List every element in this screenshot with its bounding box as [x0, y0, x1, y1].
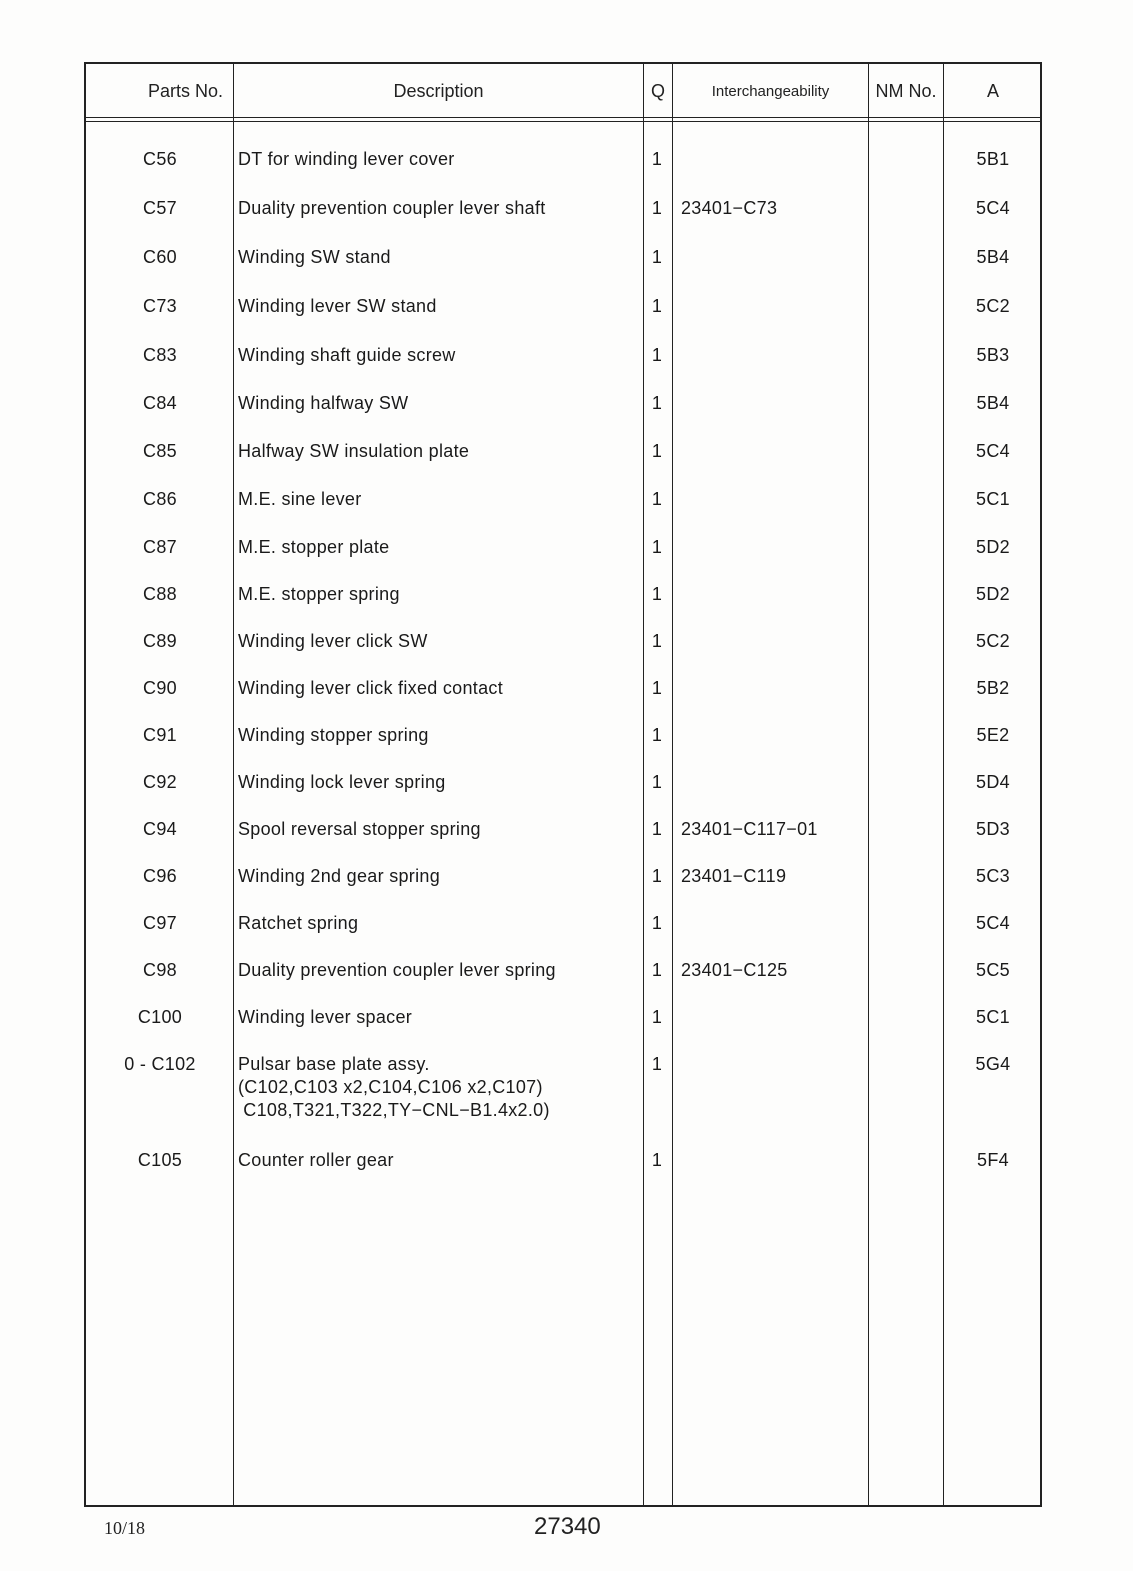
cell-interchangeability: 23401−C73	[681, 198, 778, 218]
cell-a: 5C1	[976, 489, 1010, 509]
cell-description	[238, 1053, 638, 1122]
cell-q: 1	[651, 393, 663, 413]
cell-a: 5D2	[976, 537, 1010, 557]
cell-a: 5C3	[976, 866, 1010, 886]
description-line: DT for winding lever cover	[238, 149, 455, 169]
cell-description	[238, 724, 638, 747]
cell-description	[238, 865, 638, 888]
cell-description	[238, 959, 638, 982]
description-line: Winding SW stand	[238, 247, 391, 267]
description-line: Counter roller gear	[238, 1150, 394, 1170]
description-line: M.E. stopper plate	[238, 537, 390, 557]
cell-interchangeability: 23401−C119	[681, 866, 787, 886]
description-line: Winding shaft guide screw	[238, 345, 456, 365]
cell-a: 5C4	[976, 441, 1010, 461]
cell-parts-no: C60	[143, 247, 177, 267]
cell-description	[238, 488, 638, 511]
cell-description	[238, 536, 638, 559]
description-line: Duality prevention coupler lever spring	[238, 960, 556, 980]
cell-parts-no: C87	[143, 537, 177, 557]
cell-description	[238, 583, 638, 606]
description-line: Winding 2nd gear spring	[238, 866, 441, 886]
header-interchangeability: Interchangeability	[711, 82, 830, 100]
column-divider	[868, 64, 869, 1505]
cell-interchangeability: 23401−C117−01	[681, 819, 818, 839]
cell-parts-no: C105	[137, 1150, 183, 1170]
cell-description	[238, 1006, 638, 1029]
cell-parts-no: C57	[143, 198, 177, 218]
cell-description	[238, 818, 638, 841]
cell-parts-no: C84	[143, 393, 177, 413]
column-divider	[672, 64, 673, 1505]
cell-parts-no: C83	[143, 345, 177, 365]
cell-a: 5C2	[976, 296, 1010, 316]
cell-parts-no: C92	[143, 772, 177, 792]
cell-parts-no: C97	[143, 913, 177, 933]
cell-a: 5D3	[976, 819, 1010, 839]
cell-q: 1	[651, 198, 663, 218]
description-line: Winding lever spacer	[238, 1007, 413, 1027]
cell-a: 5B1	[976, 149, 1010, 169]
cell-description	[238, 440, 638, 463]
cell-q: 1	[651, 913, 663, 933]
description-line: M.E. sine lever	[238, 489, 362, 509]
cell-interchangeability: 23401−C125	[681, 960, 788, 980]
cell-q: 1	[651, 678, 663, 698]
cell-q: 1	[651, 1150, 663, 1170]
cell-q: 1	[651, 725, 663, 745]
cell-description	[238, 295, 638, 318]
cell-parts-no: C56	[143, 149, 177, 169]
description-line: M.E. stopper spring	[238, 584, 400, 604]
cell-q: 1	[651, 866, 663, 886]
header-parts-no: Parts No.	[147, 80, 223, 101]
description-line: Duality prevention coupler lever shaft	[238, 198, 546, 218]
cell-q: 1	[651, 584, 663, 604]
cell-q: 1	[651, 247, 663, 267]
cell-a: 5D2	[976, 584, 1010, 604]
cell-parts-no: C96	[143, 866, 177, 886]
description-line: Pulsar base plate assy.	[238, 1054, 430, 1074]
cell-q: 1	[651, 1007, 663, 1027]
cell-description	[238, 677, 638, 700]
cell-description	[238, 197, 638, 220]
cell-description	[238, 1149, 638, 1172]
cell-description	[238, 246, 638, 269]
cell-a: 5F4	[977, 1150, 1009, 1170]
cell-q: 1	[651, 296, 663, 316]
cell-a: 5B3	[976, 345, 1010, 365]
description-line: Spool reversal stopper spring	[238, 819, 481, 839]
cell-parts-no: C94	[143, 819, 177, 839]
cell-parts-no: C85	[143, 441, 177, 461]
cell-a: 5C2	[976, 631, 1010, 651]
parts-table	[84, 62, 1042, 1507]
cell-a: 5E2	[976, 725, 1010, 745]
cell-a: 5B4	[976, 393, 1010, 413]
cell-a: 5C5	[976, 960, 1010, 980]
cell-parts-no: C86	[143, 489, 177, 509]
cell-parts-no: C90	[143, 678, 177, 698]
cell-a: 5C4	[976, 198, 1010, 218]
header-a: A	[986, 80, 999, 101]
description-line: (C102,C103 x2,C104,C106 x2,C107)	[238, 1077, 543, 1097]
description-line: Winding lever click fixed contact	[238, 678, 504, 698]
cell-a: 5D4	[976, 772, 1010, 792]
cell-description	[238, 630, 638, 653]
header-rule	[86, 121, 1040, 122]
cell-q: 1	[651, 537, 663, 557]
cell-description	[238, 771, 638, 794]
cell-parts-no: C89	[143, 631, 177, 651]
header-q: Q	[650, 80, 665, 101]
cell-a: 5G4	[975, 1054, 1011, 1074]
cell-q: 1	[651, 819, 663, 839]
cell-q: 1	[651, 149, 663, 169]
cell-q: 1	[651, 960, 663, 980]
cell-q: 1	[651, 631, 663, 651]
description-line: Winding halfway SW	[238, 393, 409, 413]
cell-description	[238, 392, 638, 415]
cell-a: 5C4	[976, 913, 1010, 933]
header-nm-no: NM No.	[875, 80, 937, 101]
cell-q: 1	[651, 1054, 663, 1074]
cell-description	[238, 148, 638, 171]
description-line: Winding lever SW stand	[238, 296, 437, 316]
cell-a: 5B4	[976, 247, 1010, 267]
description-line: Winding stopper spring	[238, 725, 429, 745]
cell-parts-no: C88	[143, 584, 177, 604]
cell-q: 1	[651, 772, 663, 792]
cell-parts-no: C91	[143, 725, 177, 745]
cell-q: 1	[651, 345, 663, 365]
description-line: Halfway SW insulation plate	[238, 441, 470, 461]
description-line: Winding lock lever spring	[238, 772, 446, 792]
cell-description	[238, 912, 638, 935]
cell-parts-no: C100	[137, 1007, 183, 1027]
cell-q: 1	[651, 489, 663, 509]
cell-description	[238, 344, 638, 367]
page-indicator: 10/18	[104, 1518, 146, 1538]
header-description: Description	[393, 80, 484, 101]
description-line: Ratchet spring	[238, 913, 359, 933]
cell-parts-no: C73	[143, 296, 177, 316]
cell-parts-no: 0 - C102	[124, 1054, 196, 1074]
cell-a: 5B2	[976, 678, 1010, 698]
cell-parts-no: C98	[143, 960, 177, 980]
description-line: Winding lever click SW	[238, 631, 428, 651]
cell-q: 1	[651, 441, 663, 461]
document-number: 27340	[534, 1513, 601, 1540]
cell-a: 5C1	[976, 1007, 1010, 1027]
description-line: C108,T321,T322,TY−CNL−B1.4x2.0)	[238, 1100, 550, 1120]
